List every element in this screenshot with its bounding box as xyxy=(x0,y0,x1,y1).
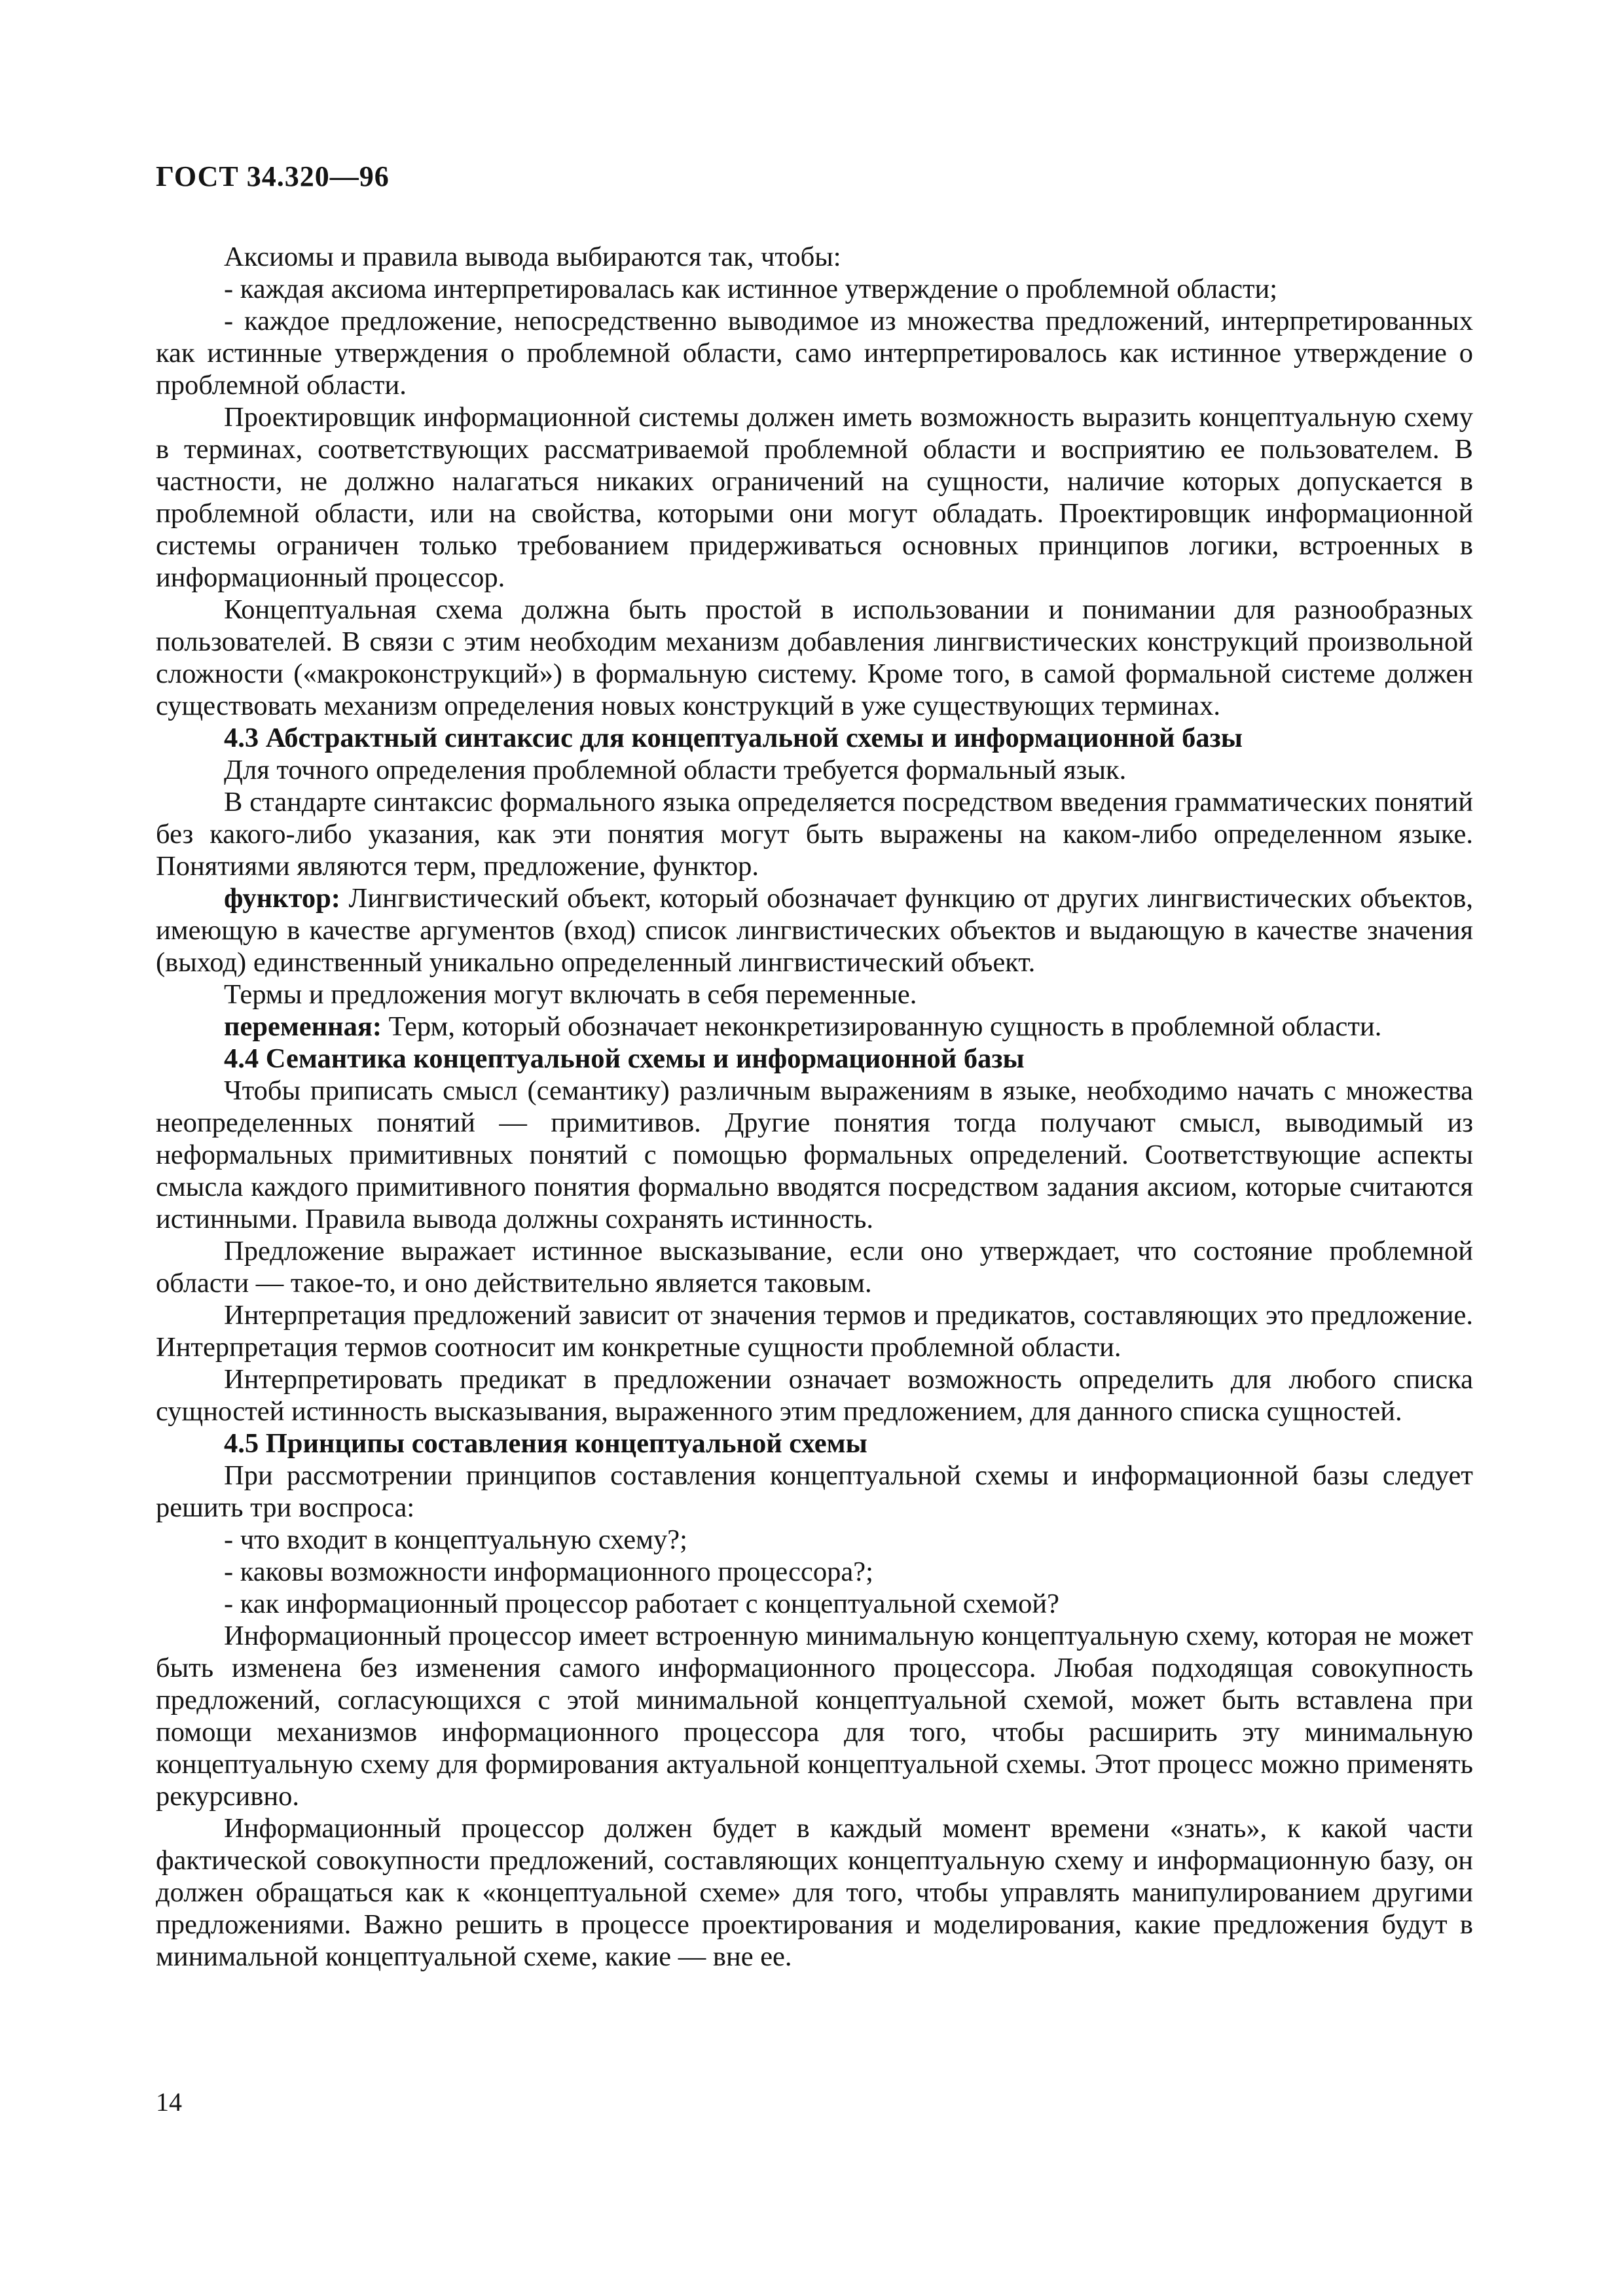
term-functor: функтор: xyxy=(224,883,340,914)
paragraph: Интерпретировать предикат в предложении означает возможность определить для любого списка сущностей истинность высказывания, выраженного этим предложением, для данного списка сущностей. xyxy=(156,1364,1473,1427)
paragraph: Термы и предложения могут включать в себя переменные. xyxy=(224,979,917,1010)
paragraph: Информационный процессор имеет встроенную минимальную концептуальную схему, которая не может быть изменена без изменения самого информационного процессора. Любая подходящая совокупность предложений, согласующихся с этой минимальной концептуальной схемой, может быть вставлена при помощи механизмов информационного процессора для того, чтобы расширить эту минимальную концептуальную схему для формирования актуальной концептуальной схемы. Этот процесс можно применять рекурсивно. xyxy=(156,1621,1473,1812)
definition-text: Терм, который обозначает неконкретизированную сущность в проблемной области. xyxy=(382,1011,1382,1042)
paragraph: В стандарте синтаксис формального языка определяется посредством введения грамматических понятий без какого-либо указания, как эти понятия могут быть выражены на каком-либо определенном языке. Понятиями являются терм, предложение, функтор. xyxy=(156,787,1473,882)
definition-variable xyxy=(156,1011,1473,1043)
document-body xyxy=(156,241,1473,1973)
list-item: - каковы возможности информационного процессора?; xyxy=(224,1556,873,1587)
section-heading-4-3: 4.3 Абстрактный синтаксис для концептуальной схемы и информационной базы xyxy=(224,723,1243,753)
list-item: - каждая аксиома интерпретировалась как истинное утверждение о проблемной области; xyxy=(224,274,1278,304)
page-number: 14 xyxy=(156,2087,182,2117)
definition-functor xyxy=(156,882,1473,978)
section-heading-4-4: 4.4 Семантика концептуальной схемы и информационной базы xyxy=(224,1043,1025,1074)
term-variable: переменная: xyxy=(224,1011,382,1042)
list-item: - что входит в концептуальную схему?; xyxy=(224,1524,687,1555)
paragraph: При рассмотрении принципов составления концептуальной схемы и информационной базы следует решить три воспроса: xyxy=(156,1460,1473,1523)
list-item: - как информационный процессор работает с концептуальной схемой? xyxy=(224,1588,1059,1619)
definition-text: Лингвистический объект, который обозначает функцию от других лингвистических объектов, имеющую в качестве аргументов (вход) список лингвистических объектов и выдающую в качестве значения (выход) единственный уникально определенный лингвистический объект. xyxy=(156,883,1473,978)
paragraph: Интерпретация предложений зависит от значения термов и предикатов, составляющих это предложение. Интерпретация термов соотносит им конкретные сущности проблемной области. xyxy=(156,1300,1473,1363)
list-item: - каждое предложение, непосредственно выводимое из множества предложений, интерпретированных как истинные утверждения о проблемной области, само интерпретировалось как истинное утверждение о проблемной области. xyxy=(156,306,1473,401)
paragraph: Проектировщик информационной системы должен иметь возможность выразить концептуальную схему в терминах, соответствующих рассматриваемой проблемной области и восприятию ее пользователем. В частности, не должно налагаться никаких ограничений на сущности, наличие которых допускается в проблемной области, или на свойства, которыми они могут обладать. Проектировщик информационной системы ограничен только требованием придерживаться основных принципов логики, встроенных в информационный процессор. xyxy=(156,402,1473,593)
paragraph: Предложение выражает истинное высказывание, если оно утверждает, что состояние проблемной области — такое-то, и оно действительно является таковым. xyxy=(156,1236,1473,1299)
paragraph: Концептуальная схема должна быть простой в использовании и понимании для разнообразных пользователей. В связи с этим необходим механизм добавления лингвистических конструкций произвольной сложности («макроконструкций») в формальную систему. Кроме того, в самой формальной системе должен существовать механизм определения новых конструкций в уже существующих терминах. xyxy=(156,594,1473,721)
document-header: ГОСТ 34.320—96 xyxy=(156,160,390,192)
paragraph: Аксиомы и правила вывода выбираются так, чтобы: xyxy=(224,242,841,272)
paragraph: Чтобы приписать смысл (семантику) различным выражениям в языке, необходимо начать с множества неопределенных понятий — примитивов. Другие понятия тогда получают смысл, выводимый из неформальных примитивных понятий с помощью формальных определений. Соответствующие аспекты смысла каждого примитивного понятия формально вводятся посредством задания аксиом, которые считаются истинными. Правила вывода должны сохранять истинность. xyxy=(156,1075,1473,1234)
paragraph: Для точного определения проблемной области требуется формальный язык. xyxy=(224,755,1127,785)
section-heading-4-5: 4.5 Принципы составления концептуальной схемы xyxy=(224,1428,867,1459)
paragraph: Информационный процессор должен будет в каждый момент времени «знать», к какой части фактической совокупности предложений, составляющих концептуальную схему и информационную базу, он должен обращаться как к «концептуальной схеме» для того, чтобы управлять манипулированием другими предложениями. Важно решить в процессе проектирования и моделирования, какие предложения будут в минимальной концептуальной схеме, какие — вне ее. xyxy=(156,1813,1473,1972)
